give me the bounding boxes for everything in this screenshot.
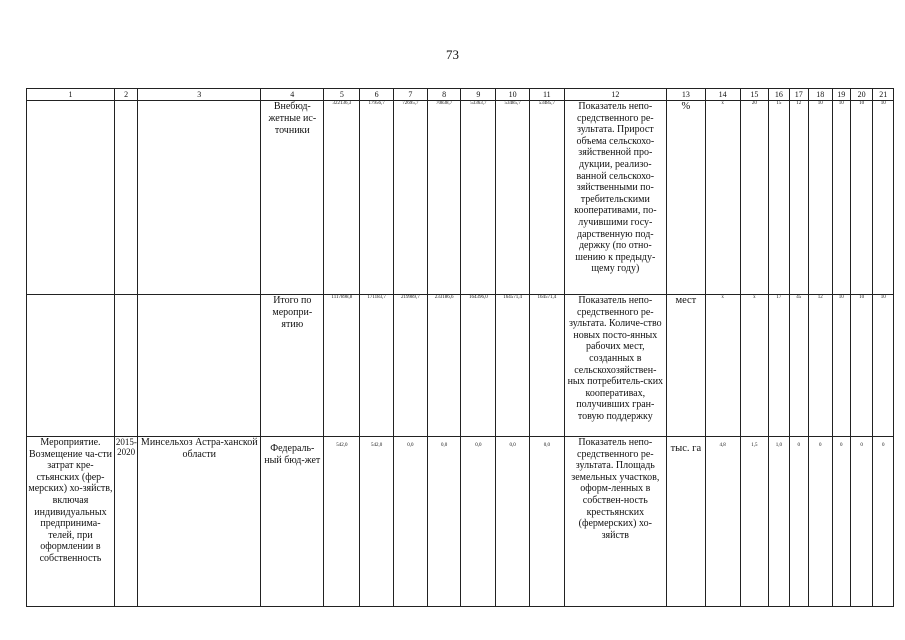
amount-cell: 53485,7 (496, 101, 530, 295)
column-number: 9 (461, 89, 496, 101)
funding-source-cell: Федераль-ный бюд-жет (261, 437, 324, 607)
column-number-row (27, 89, 894, 101)
column-number: 7 (394, 89, 428, 101)
column-number: 14 (705, 89, 740, 101)
target-cell: 45 (789, 295, 808, 437)
column-number: 2 (114, 89, 138, 101)
funding-source-cell: Внебюд-жетные ис-точники (261, 101, 324, 295)
column-number: 11 (529, 89, 564, 101)
event-cell (27, 295, 115, 437)
target-cell: х (705, 295, 740, 437)
column-number: 20 (850, 89, 872, 101)
target-cell: 10 (832, 295, 850, 437)
event-cell (27, 101, 115, 295)
column-number: 21 (873, 89, 894, 101)
column-number: 8 (427, 89, 461, 101)
amount-cell: 219989,7 (394, 295, 428, 437)
amount-cell: 0,0 (394, 437, 428, 607)
target-cell: 10 (850, 295, 872, 437)
target-cell: 0 (832, 437, 850, 607)
target-cell: 20 (740, 101, 769, 295)
amount-cell: 164396,0 (461, 295, 496, 437)
target-cell: 17 (769, 295, 789, 437)
amount-cell: 17956,7 (360, 101, 394, 295)
amount-cell: 542,0 (324, 437, 360, 607)
column-number: 15 (740, 89, 769, 101)
column-number: 13 (666, 89, 705, 101)
target-cell: 10 (873, 295, 894, 437)
funding-source-cell: Итого по меропри-ятию (261, 295, 324, 437)
table-row (27, 101, 894, 295)
period-cell: 2015-2020 (114, 437, 138, 607)
target-cell: х (740, 295, 769, 437)
table-row (27, 437, 894, 607)
column-number: 19 (832, 89, 850, 101)
column-number: 6 (360, 89, 394, 101)
column-number: 5 (324, 89, 360, 101)
target-cell: 10 (809, 101, 833, 295)
target-cell: 1,5 (740, 437, 769, 607)
amount-cell: 171183,7 (360, 295, 394, 437)
unit-cell: тыс. га (666, 437, 705, 607)
unit-cell: мест (666, 295, 705, 437)
unit-cell: % (666, 101, 705, 295)
target-cell: 1,0 (769, 437, 789, 607)
target-cell: 12 (789, 101, 808, 295)
target-cell: 0 (789, 437, 808, 607)
target-cell: 4,8 (705, 437, 740, 607)
amount-cell: 233186,6 (427, 295, 461, 437)
indicator-cell: Показатель непо-средственного ре-зультата. Площадь земельных участков, оформ-ленных в собствен-ность крестьянских (фермерских) хо-зяйств (564, 437, 666, 607)
table-row (27, 295, 894, 437)
executor-cell (138, 295, 261, 437)
column-number: 4 (261, 89, 324, 101)
amount-cell: 164571,4 (496, 295, 530, 437)
amount-cell: 0,0 (461, 437, 496, 607)
period-cell (114, 101, 138, 295)
event-cell: Мероприятие. Возмещение ча-сти затрат кре-стьянских (фер-мерских) хо-зяйств, включая индивидуальных предпринима-телей, при оформлении в собственность (27, 437, 115, 607)
target-cell: 0 (873, 437, 894, 607)
column-number: 3 (138, 89, 261, 101)
column-number: 12 (564, 89, 666, 101)
amount-cell: 0,0 (427, 437, 461, 607)
target-cell: 0 (850, 437, 872, 607)
target-cell: х (705, 101, 740, 295)
target-cell: 0 (809, 437, 833, 607)
target-cell: 10 (832, 101, 850, 295)
amount-cell: 1117898,8 (324, 295, 360, 437)
column-number: 18 (809, 89, 833, 101)
amount-cell: 322136,3 (324, 101, 360, 295)
amount-cell: 164571,4 (529, 295, 564, 437)
amount-cell: 0,0 (529, 437, 564, 607)
column-number: 10 (496, 89, 530, 101)
amount-cell: 53485,7 (529, 101, 564, 295)
program-table (26, 88, 894, 607)
executor-cell (138, 101, 261, 295)
column-number: 17 (789, 89, 808, 101)
amount-cell: 0,0 (496, 437, 530, 607)
column-number: 16 (769, 89, 789, 101)
amount-cell: 53363,7 (461, 101, 496, 295)
amount-cell: 72695,7 (394, 101, 428, 295)
indicator-cell: Показатель непо-средственного ре-зультата. Количе-ство новых посто-янных рабочих мест, созданных в сельскохозяйствен-ных потребитель-ских кооперативах, получивших гран-товую поддержку (564, 295, 666, 437)
target-cell: 10 (850, 101, 872, 295)
indicator-cell: Показатель непо-средственного ре-зультата. Прирост объема сельскохо-зяйственной про-дукции, реализо-ванной сельскохо-зяйственными по-требительскими кооперативами, по-лучившими госу-дарственную под-держку (по отно-шению к предыду-щему году) (564, 101, 666, 295)
target-cell: 15 (769, 101, 789, 295)
page-number: 73 (446, 47, 459, 62)
amount-cell: 542,0 (360, 437, 394, 607)
executor-cell: Минсельхоз Астра-ханской области (138, 437, 261, 607)
target-cell: 10 (873, 101, 894, 295)
period-cell (114, 295, 138, 437)
column-number: 1 (27, 89, 115, 101)
amount-cell: 70838,7 (427, 101, 461, 295)
target-cell: 12 (809, 295, 833, 437)
